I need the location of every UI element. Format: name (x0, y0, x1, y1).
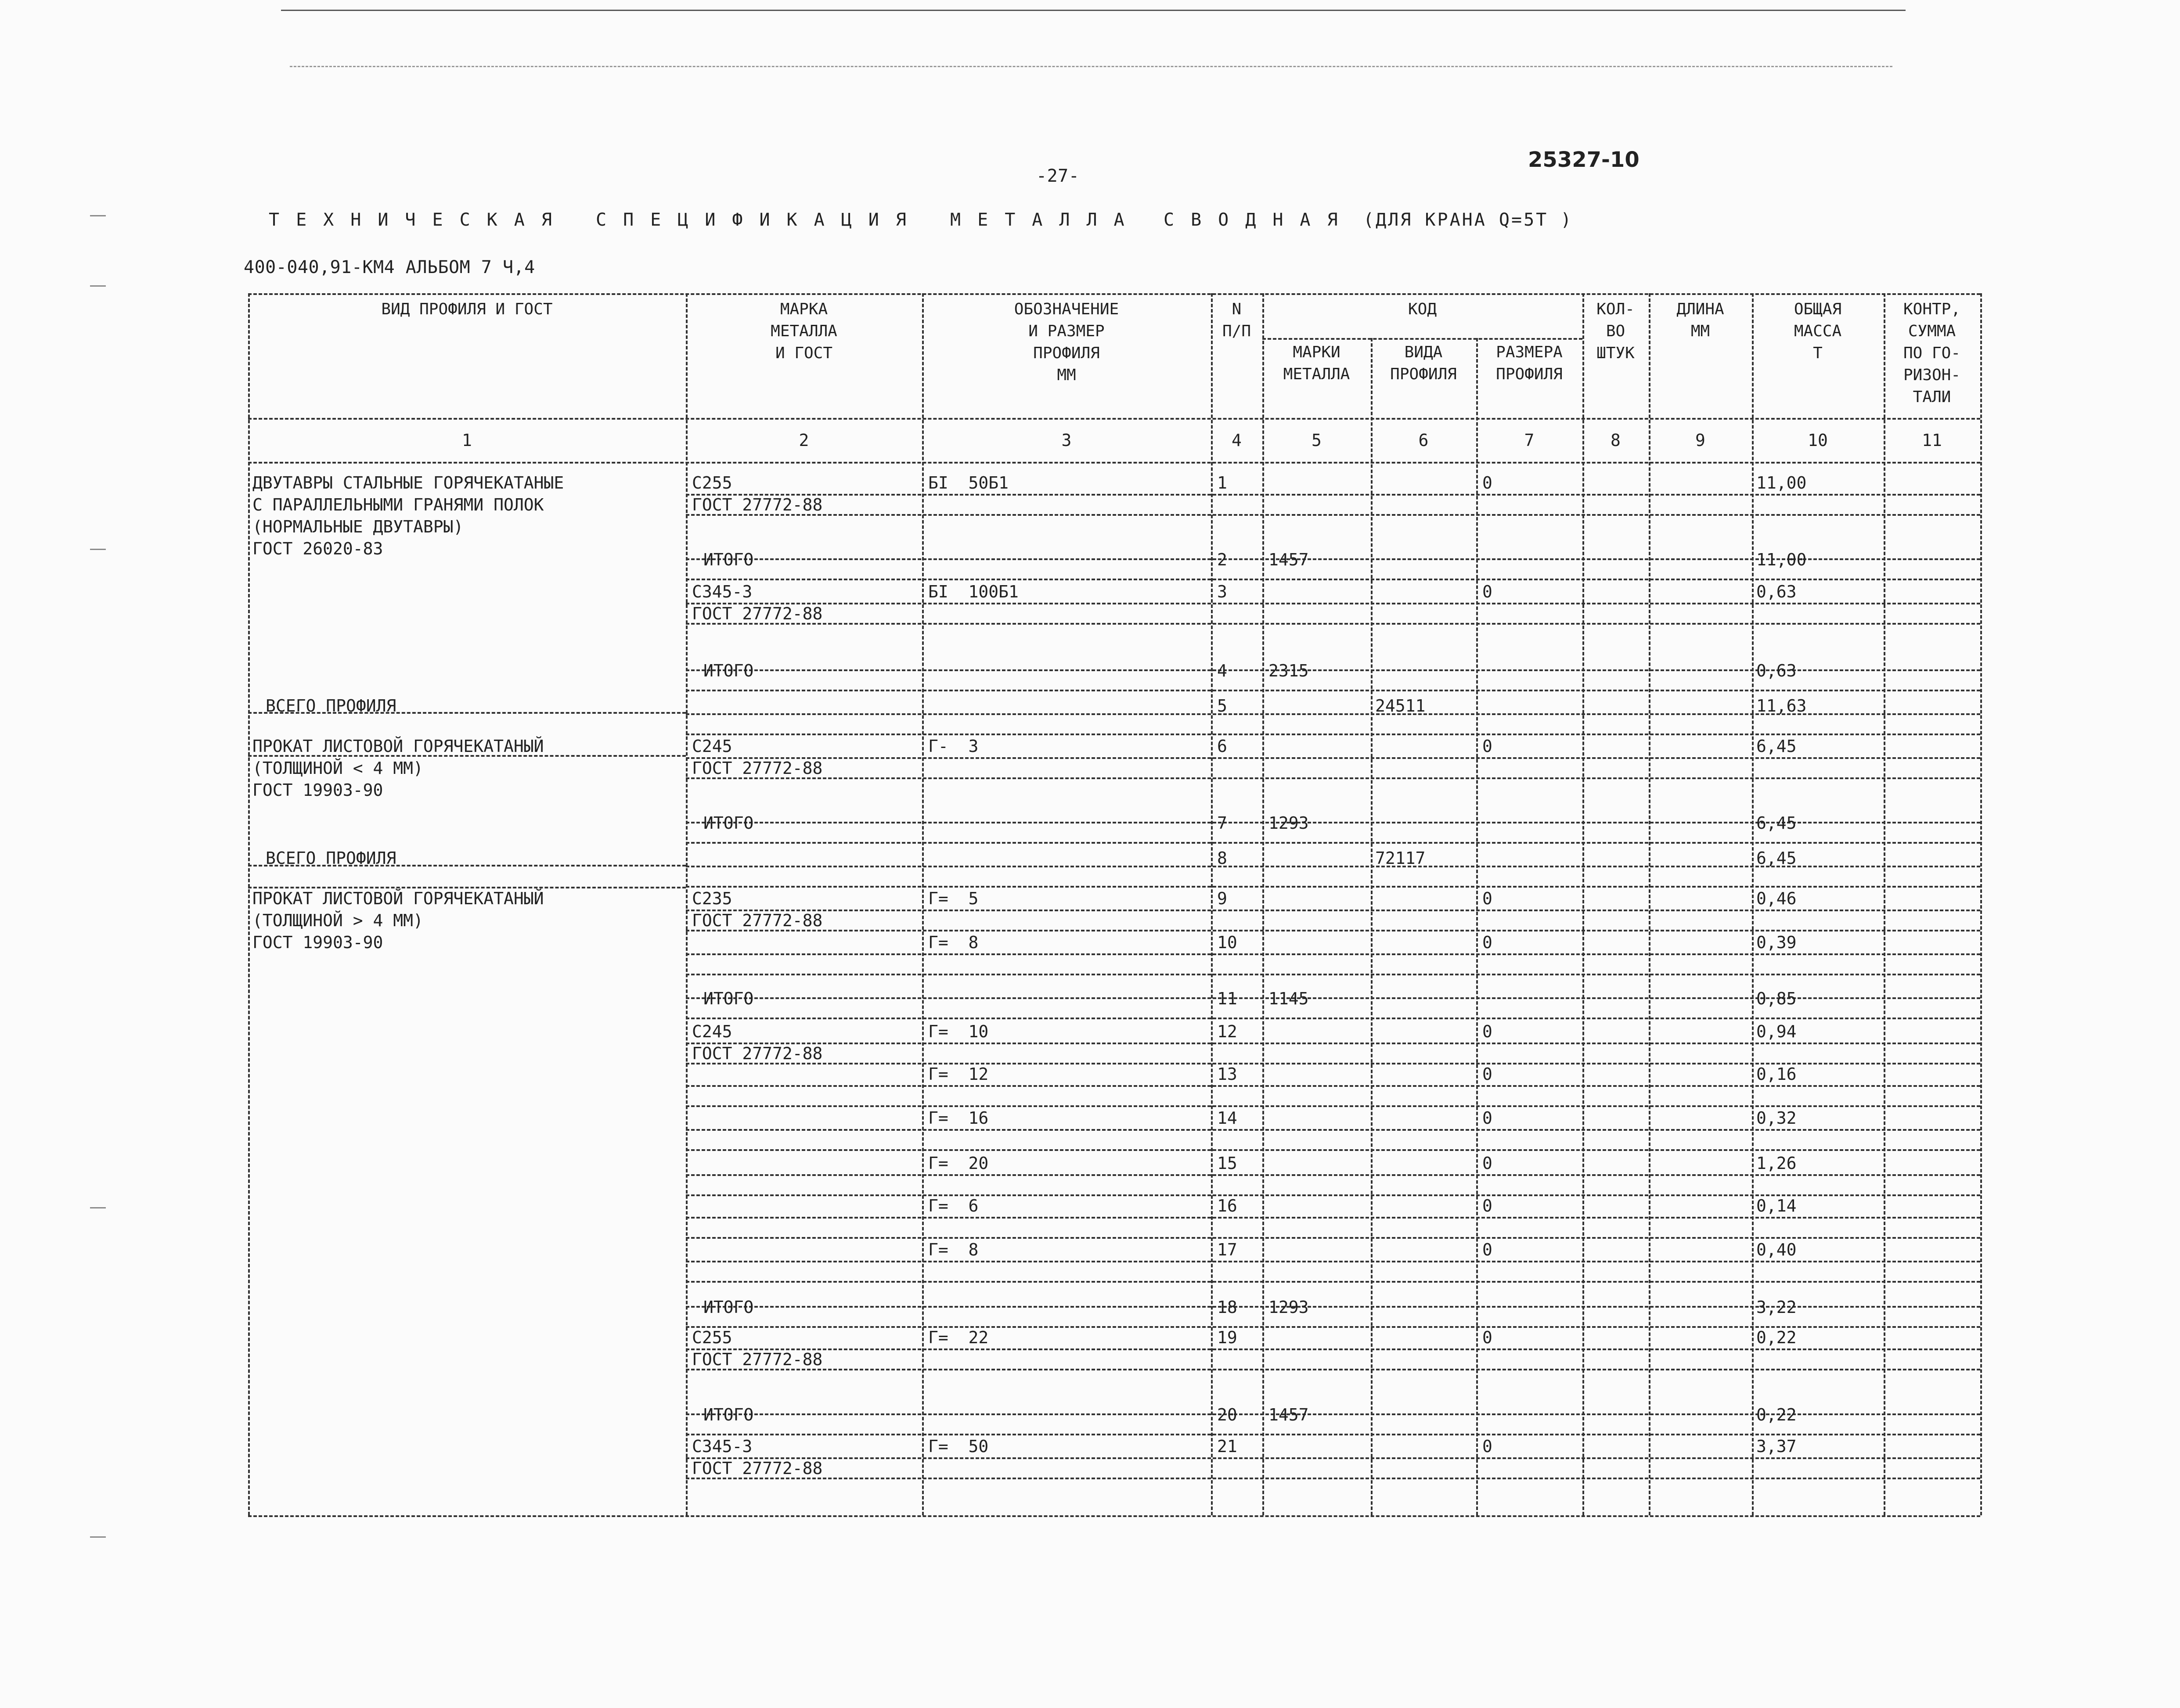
kod-header-divider (1262, 338, 1582, 340)
profile-size-code: 0 (1482, 1240, 1492, 1259)
document-number: 25327-10 (1528, 147, 1640, 172)
total-mass: 0,39 (1756, 933, 1797, 952)
total-mass: 6,45 (1756, 737, 1797, 756)
row-sub-divider (686, 1129, 1980, 1131)
steel-grade-label: ГОСТ 27772-88 (692, 759, 823, 778)
column-header-text: РАЗМЕРА (1496, 343, 1563, 361)
profile-size: Г= 50 (928, 1437, 989, 1456)
row-divider (686, 514, 1980, 516)
column-header-text: ПРОФИЛЯ (1496, 365, 1563, 383)
metal-code: 1145 (1268, 989, 1309, 1008)
metal-code: 1293 (1268, 813, 1309, 833)
total-mass: 0,32 (1756, 1108, 1797, 1128)
profile-type-code: 72117 (1375, 849, 1426, 868)
total-mass: 3,37 (1756, 1437, 1797, 1456)
total-mass: 0,85 (1756, 989, 1797, 1008)
steel-grade-label: С245 (692, 1022, 732, 1041)
column-header-text: МАРКИ (1293, 343, 1340, 361)
row-divider (686, 1369, 1980, 1370)
row-sub-divider (686, 1348, 1980, 1350)
row-divider (686, 777, 1980, 779)
column-header-text: П/П (1222, 322, 1251, 340)
column-divider (248, 293, 250, 1515)
column-header-text: ОБОЗНАЧЕНИЕ (1014, 300, 1119, 318)
row-number: 1 (1217, 473, 1227, 493)
row-number: 3 (1217, 582, 1227, 601)
profile-size: Г= 5 (928, 889, 979, 908)
metal-code: 1457 (1268, 1405, 1309, 1424)
itogo-label: ИТОГО (703, 1298, 754, 1317)
column-number: 9 (1695, 431, 1705, 450)
row-number: 20 (1217, 1405, 1237, 1424)
row-number: 21 (1217, 1437, 1237, 1456)
row-sub-divider (686, 1261, 1980, 1262)
row-divider (686, 1149, 1980, 1151)
column-header-text: СУММА (1908, 322, 1956, 340)
spec-title-tail: (ДЛЯ КРАНА Q=5Т ) (1363, 210, 1573, 230)
profile-size-code: 0 (1482, 889, 1492, 908)
profile-size: Г= 8 (928, 1240, 979, 1259)
row-divider (686, 623, 1980, 625)
column-header-text: МАССА (1794, 322, 1842, 340)
column-number: 4 (1232, 431, 1242, 450)
column-divider (1211, 293, 1213, 1515)
profile-group-label: ГОСТ 19903-90 (252, 933, 383, 952)
row-divider (686, 690, 1980, 691)
column-header-text: ВИД ПРОФИЛЯ И ГОСТ (381, 300, 553, 318)
row-number: 17 (1217, 1240, 1237, 1259)
profile-size: Г= 12 (928, 1064, 989, 1084)
steel-grade-label: ГОСТ 27772-88 (692, 1044, 823, 1063)
column-divider (922, 293, 924, 1515)
row-number: 15 (1217, 1154, 1237, 1173)
total-mass: 0,46 (1756, 889, 1797, 908)
row-number: 19 (1217, 1328, 1237, 1347)
row-number: 10 (1217, 933, 1237, 952)
spec-title-summary: СВОДНАЯ (1164, 210, 1355, 230)
column-divider (1582, 293, 1584, 1515)
profile-size: Г= 8 (928, 933, 979, 952)
profile-group-label: ГОСТ 26020-83 (252, 539, 383, 558)
column-number: 6 (1418, 431, 1429, 450)
total-mass: 0,22 (1756, 1405, 1797, 1424)
column-header-text: МЕТАЛЛА (771, 322, 837, 340)
metal-code: 1293 (1268, 1298, 1309, 1317)
profile-group-label: С ПАРАЛЛЕЛЬНЫМИ ГРАНЯМИ ПОЛОК (252, 495, 544, 514)
column-header-text: ТАЛИ (1913, 388, 1951, 406)
column-header-text: МЕТАЛЛА (1283, 365, 1350, 383)
column-header-text: КОНТР, (1903, 300, 1961, 318)
table-bottom-border (248, 1515, 1980, 1517)
profile-size-code: 0 (1482, 1154, 1492, 1173)
row-sub-divider (686, 1217, 1980, 1219)
column-header-text: ВИДА (1404, 343, 1443, 361)
column-number: 1 (462, 431, 472, 450)
row-number: 8 (1217, 849, 1227, 868)
profile-size: Г= 6 (928, 1196, 979, 1215)
total-mass: 11,00 (1756, 550, 1807, 569)
row-number: 7 (1217, 813, 1227, 833)
total-mass: 1,26 (1756, 1154, 1797, 1173)
row-sub-divider (686, 603, 1980, 604)
steel-grade-label: ГОСТ 27772-88 (692, 1350, 823, 1369)
steel-grade-label: ГОСТ 27772-88 (692, 604, 823, 623)
spec-title: ТЕХНИЧЕСКАЯ СПЕЦИФИКАЦИЯ МЕТАЛЛА (269, 210, 1141, 230)
profile-size-code: 0 (1482, 473, 1492, 493)
column-divider (1884, 293, 1885, 1515)
column-divider (1262, 293, 1264, 1515)
row-number: 18 (1217, 1298, 1237, 1317)
total-mass: 0,63 (1756, 661, 1797, 680)
profile-group-label: ПРОКАТ ЛИСТОВОЙ ГОРЯЧЕКАТАНЫЙ (252, 737, 544, 756)
total-mass: 0,94 (1756, 1022, 1797, 1041)
steel-grade-label: С345-3 (692, 1437, 753, 1456)
row-number: 6 (1217, 737, 1227, 756)
row-number: 12 (1217, 1022, 1237, 1041)
row-number: 14 (1217, 1108, 1237, 1128)
row-divider (686, 1478, 1980, 1479)
profile-size-code: 0 (1482, 1196, 1492, 1215)
row-divider (686, 974, 1980, 975)
row-number: 5 (1217, 696, 1227, 716)
column-header-text: ДЛИНА (1676, 300, 1724, 318)
column-number: 7 (1524, 431, 1535, 450)
itogo-label: ИТОГО (703, 661, 754, 680)
profile-size: Г= 16 (928, 1108, 989, 1128)
column-header-text: РИЗОН- (1903, 366, 1961, 384)
profile-size-code: 0 (1482, 582, 1492, 601)
row-sub-divider (686, 1085, 1980, 1087)
column-number: 11 (1922, 431, 1942, 450)
profile-size: Г- 3 (928, 737, 979, 756)
itogo-label: ИТОГО (703, 989, 754, 1008)
total-mass: 0,16 (1756, 1064, 1797, 1084)
column-header-text: И ГОСТ (775, 344, 833, 362)
profile-group-label: ГОСТ 19903-90 (252, 780, 383, 800)
profile-size: Г= 10 (928, 1022, 989, 1041)
profile-size-code: 0 (1482, 1328, 1492, 1347)
column-header-text: ПРОФИЛЯ (1390, 365, 1457, 383)
profile-size-code: 0 (1482, 1437, 1492, 1456)
profile-size: Г= 20 (928, 1154, 989, 1173)
row-divider (686, 842, 1980, 844)
column-header-text: Т (1813, 344, 1823, 362)
vsego-label: ВСЕГО ПРОФИЛЯ (266, 849, 396, 868)
total-mass: 0,14 (1756, 1196, 1797, 1215)
column-number: 5 (1312, 431, 1322, 450)
total-mass: 3,22 (1756, 1298, 1797, 1317)
column-header-text: И РАЗМЕР (1028, 322, 1105, 340)
row-sub-divider (686, 1457, 1980, 1459)
profile-size-code: 0 (1482, 933, 1492, 952)
column-divider (1980, 293, 1982, 1515)
row-number: 11 (1217, 989, 1237, 1008)
vsego-label: ВСЕГО ПРОФИЛЯ (266, 696, 396, 716)
steel-grade-label: С345-3 (692, 582, 753, 601)
row-sub-divider (686, 757, 1980, 759)
steel-grade-label: ГОСТ 27772-88 (692, 911, 823, 930)
steel-grade-label: ГОСТ 27772-88 (692, 495, 823, 514)
profile-group-label: (ТОЛЩИНОЙ > 4 ММ) (252, 911, 423, 930)
profile-size: БI 100Б1 (928, 582, 1019, 601)
column-number: 3 (1061, 431, 1072, 450)
header-bottom-border (248, 418, 1980, 420)
column-header-text: КОЛ- (1596, 300, 1635, 318)
column-header-text: ПРОФИЛЯ (1033, 344, 1100, 362)
column-divider (686, 293, 688, 1515)
profile-size-code: 0 (1482, 1108, 1492, 1128)
column-header-text: ММ (1690, 322, 1710, 340)
total-mass: 0,63 (1756, 582, 1797, 601)
steel-grade-label: С255 (692, 473, 732, 493)
page-number: -27- (1036, 166, 1080, 186)
profile-size-code: 0 (1482, 737, 1492, 756)
row-sub-divider (686, 1174, 1980, 1176)
total-mass: 11,00 (1756, 473, 1807, 493)
table-top-border (248, 293, 1980, 295)
column-header-text: ШТУК (1596, 344, 1635, 362)
column-header-text: ВО (1606, 322, 1625, 340)
column-number: 10 (1808, 431, 1828, 450)
profile-size: Г= 22 (928, 1328, 989, 1347)
column-number: 8 (1611, 431, 1621, 450)
profile-group-label: ДВУТАВРЫ СТАЛЬНЫЕ ГОРЯЧЕКАТАНЫЕ (252, 473, 564, 493)
itogo-label: ИТОГО (703, 813, 754, 833)
row-number: 2 (1217, 550, 1227, 569)
total-mass: 6,45 (1756, 813, 1797, 833)
profile-group-label: (НОРМАЛЬНЫЕ ДВУТАВРЫ) (252, 517, 464, 536)
column-header-text: ОБЩАЯ (1794, 300, 1842, 318)
column-header-text: N (1232, 300, 1242, 318)
profile-type-code: 24511 (1375, 696, 1426, 716)
steel-grade-label: С235 (692, 889, 732, 908)
row-sub-divider (686, 494, 1980, 496)
row-number: 4 (1217, 661, 1227, 680)
metal-code: 2315 (1268, 661, 1309, 680)
row-sub-divider (686, 910, 1980, 911)
row-sub-divider (686, 1043, 1980, 1044)
row-number: 13 (1217, 1064, 1237, 1084)
row-number: 9 (1217, 889, 1227, 908)
column-divider (1752, 293, 1754, 1515)
album-reference: 400-040,91-КМ4 АЛЬБОМ 7 Ч,4 (244, 257, 535, 277)
profile-size: БI 50Б1 (928, 473, 1009, 493)
profile-size-code: 0 (1482, 1064, 1492, 1084)
itogo-label: ИТОГО (703, 550, 754, 569)
row-divider (686, 1018, 1980, 1019)
steel-grade-label: ГОСТ 27772-88 (692, 1459, 823, 1478)
column-header-text: МАРКА (780, 300, 828, 318)
profile-group-label: ПРОКАТ ЛИСТОВОЙ ГОРЯЧЕКАТАНЫЙ (252, 889, 544, 908)
profile-group-label: (ТОЛЩИНОЙ < 4 ММ) (252, 759, 423, 778)
kod-header-text: КОД (1408, 300, 1437, 318)
itogo-label: ИТОГО (703, 1405, 754, 1424)
metal-code: 1457 (1268, 550, 1309, 569)
total-mass: 0,40 (1756, 1240, 1797, 1259)
row-divider (686, 1281, 1980, 1283)
row-divider (686, 579, 1980, 580)
row-number: 16 (1217, 1196, 1237, 1215)
row-sub-divider (686, 953, 1980, 955)
column-header-text: ПО ГО- (1903, 344, 1961, 362)
profile-size-code: 0 (1482, 1022, 1492, 1041)
total-mass: 6,45 (1756, 849, 1797, 868)
steel-grade-label: С245 (692, 737, 732, 756)
column-number: 2 (799, 431, 809, 450)
column-header-text: ММ (1057, 366, 1076, 384)
total-mass: 11,63 (1756, 696, 1807, 716)
column-divider (1649, 293, 1650, 1515)
steel-grade-label: С255 (692, 1328, 732, 1347)
total-mass: 0,22 (1756, 1328, 1797, 1347)
column-number-row-border (248, 462, 1980, 464)
